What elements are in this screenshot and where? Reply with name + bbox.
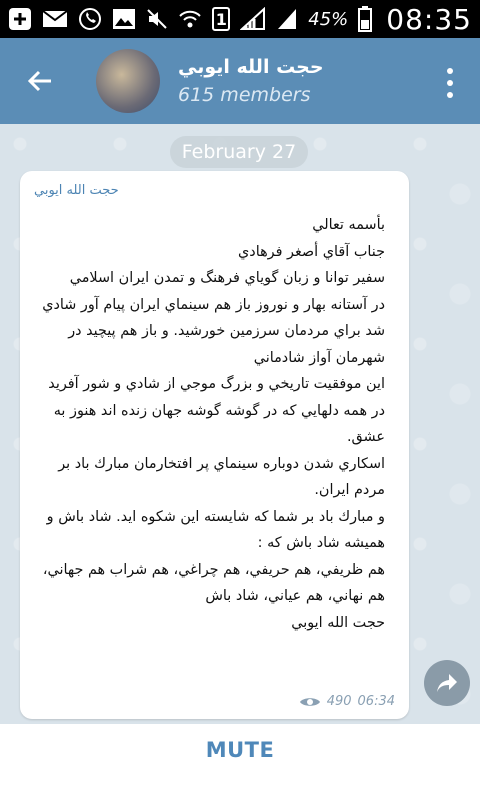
add-icon: [8, 7, 32, 31]
date-label: February 27: [170, 136, 308, 168]
status-bar: [0, 0, 480, 38]
mute-button[interactable]: MUTE: [205, 738, 275, 762]
wifi-icon: [178, 8, 202, 30]
back-arrow-icon: [27, 68, 53, 94]
image-icon: [112, 8, 136, 30]
message-time: 06:34: [357, 694, 395, 709]
whatsapp-icon: [78, 7, 102, 31]
share-button[interactable]: [424, 660, 470, 706]
message-bubble[interactable]: [20, 171, 409, 719]
sim-icon: [212, 7, 230, 31]
message-text: بأسمه تعالي جناب آقاي أصغر فرهادي سفير توانا و زبان گوياي فرهنگ و تمدن ايران اسلامي در آستانه بهار و نوروز باز هم سينماي ايران پيام آور شادي شد براي مردمان سرزمين خورشيد. و باز هم پيچيد در شهرمان آواز شادماني اين موفقيت تاريخي و بزرگ موجي از شادي و شور آفريد در همه دلهايي كه در گوشه گوشه جهان زنده اند هنوز به عشق. اسكاري شدن دوباره سينماي پر افتخارمان مبارك باد بر مردم ايران. و مبارك باد بر شما كه شايسته اين شكوه ايد. شاد باش و هميشه شاد باش كه : هم ظريفي، هم حريفي، هم چراغي، هم شراب هم جهاني، هم نهاني، هم عياني، شاد باش حجت الله ايوبي: [42, 217, 385, 631]
mute-icon: [146, 8, 168, 30]
message-sender[interactable]: حجت الله ايوبي: [34, 183, 119, 198]
back-button[interactable]: [0, 38, 80, 124]
mail-icon: [42, 9, 68, 29]
more-options-button[interactable]: [438, 68, 462, 98]
status-bar-right: [146, 3, 472, 36]
message-meta: [299, 694, 395, 709]
avatar[interactable]: [96, 49, 160, 113]
status-time: 08:35: [386, 2, 472, 36]
chat-title-block[interactable]: [178, 56, 324, 106]
members-count: 615 members: [178, 84, 311, 106]
status-bar-left: [8, 7, 136, 31]
watermark: Namnak.com: [366, 776, 446, 790]
chat-title: حجت الله ايوبي: [178, 56, 324, 78]
chat-header: [0, 38, 480, 124]
signal-icon-secondary: [276, 7, 298, 31]
sim-label: 1: [215, 9, 227, 29]
more-dot-icon: [447, 68, 453, 74]
more-dot-icon: [447, 80, 453, 86]
signal-icon: [240, 7, 266, 31]
views-count: 490: [326, 694, 352, 709]
more-dot-icon: [447, 92, 453, 98]
battery-percent: 45%: [308, 8, 349, 30]
battery-icon: [358, 6, 372, 32]
views-eye-icon: [299, 695, 321, 709]
share-arrow-icon: [436, 673, 458, 693]
chat-area[interactable]: [0, 124, 480, 724]
